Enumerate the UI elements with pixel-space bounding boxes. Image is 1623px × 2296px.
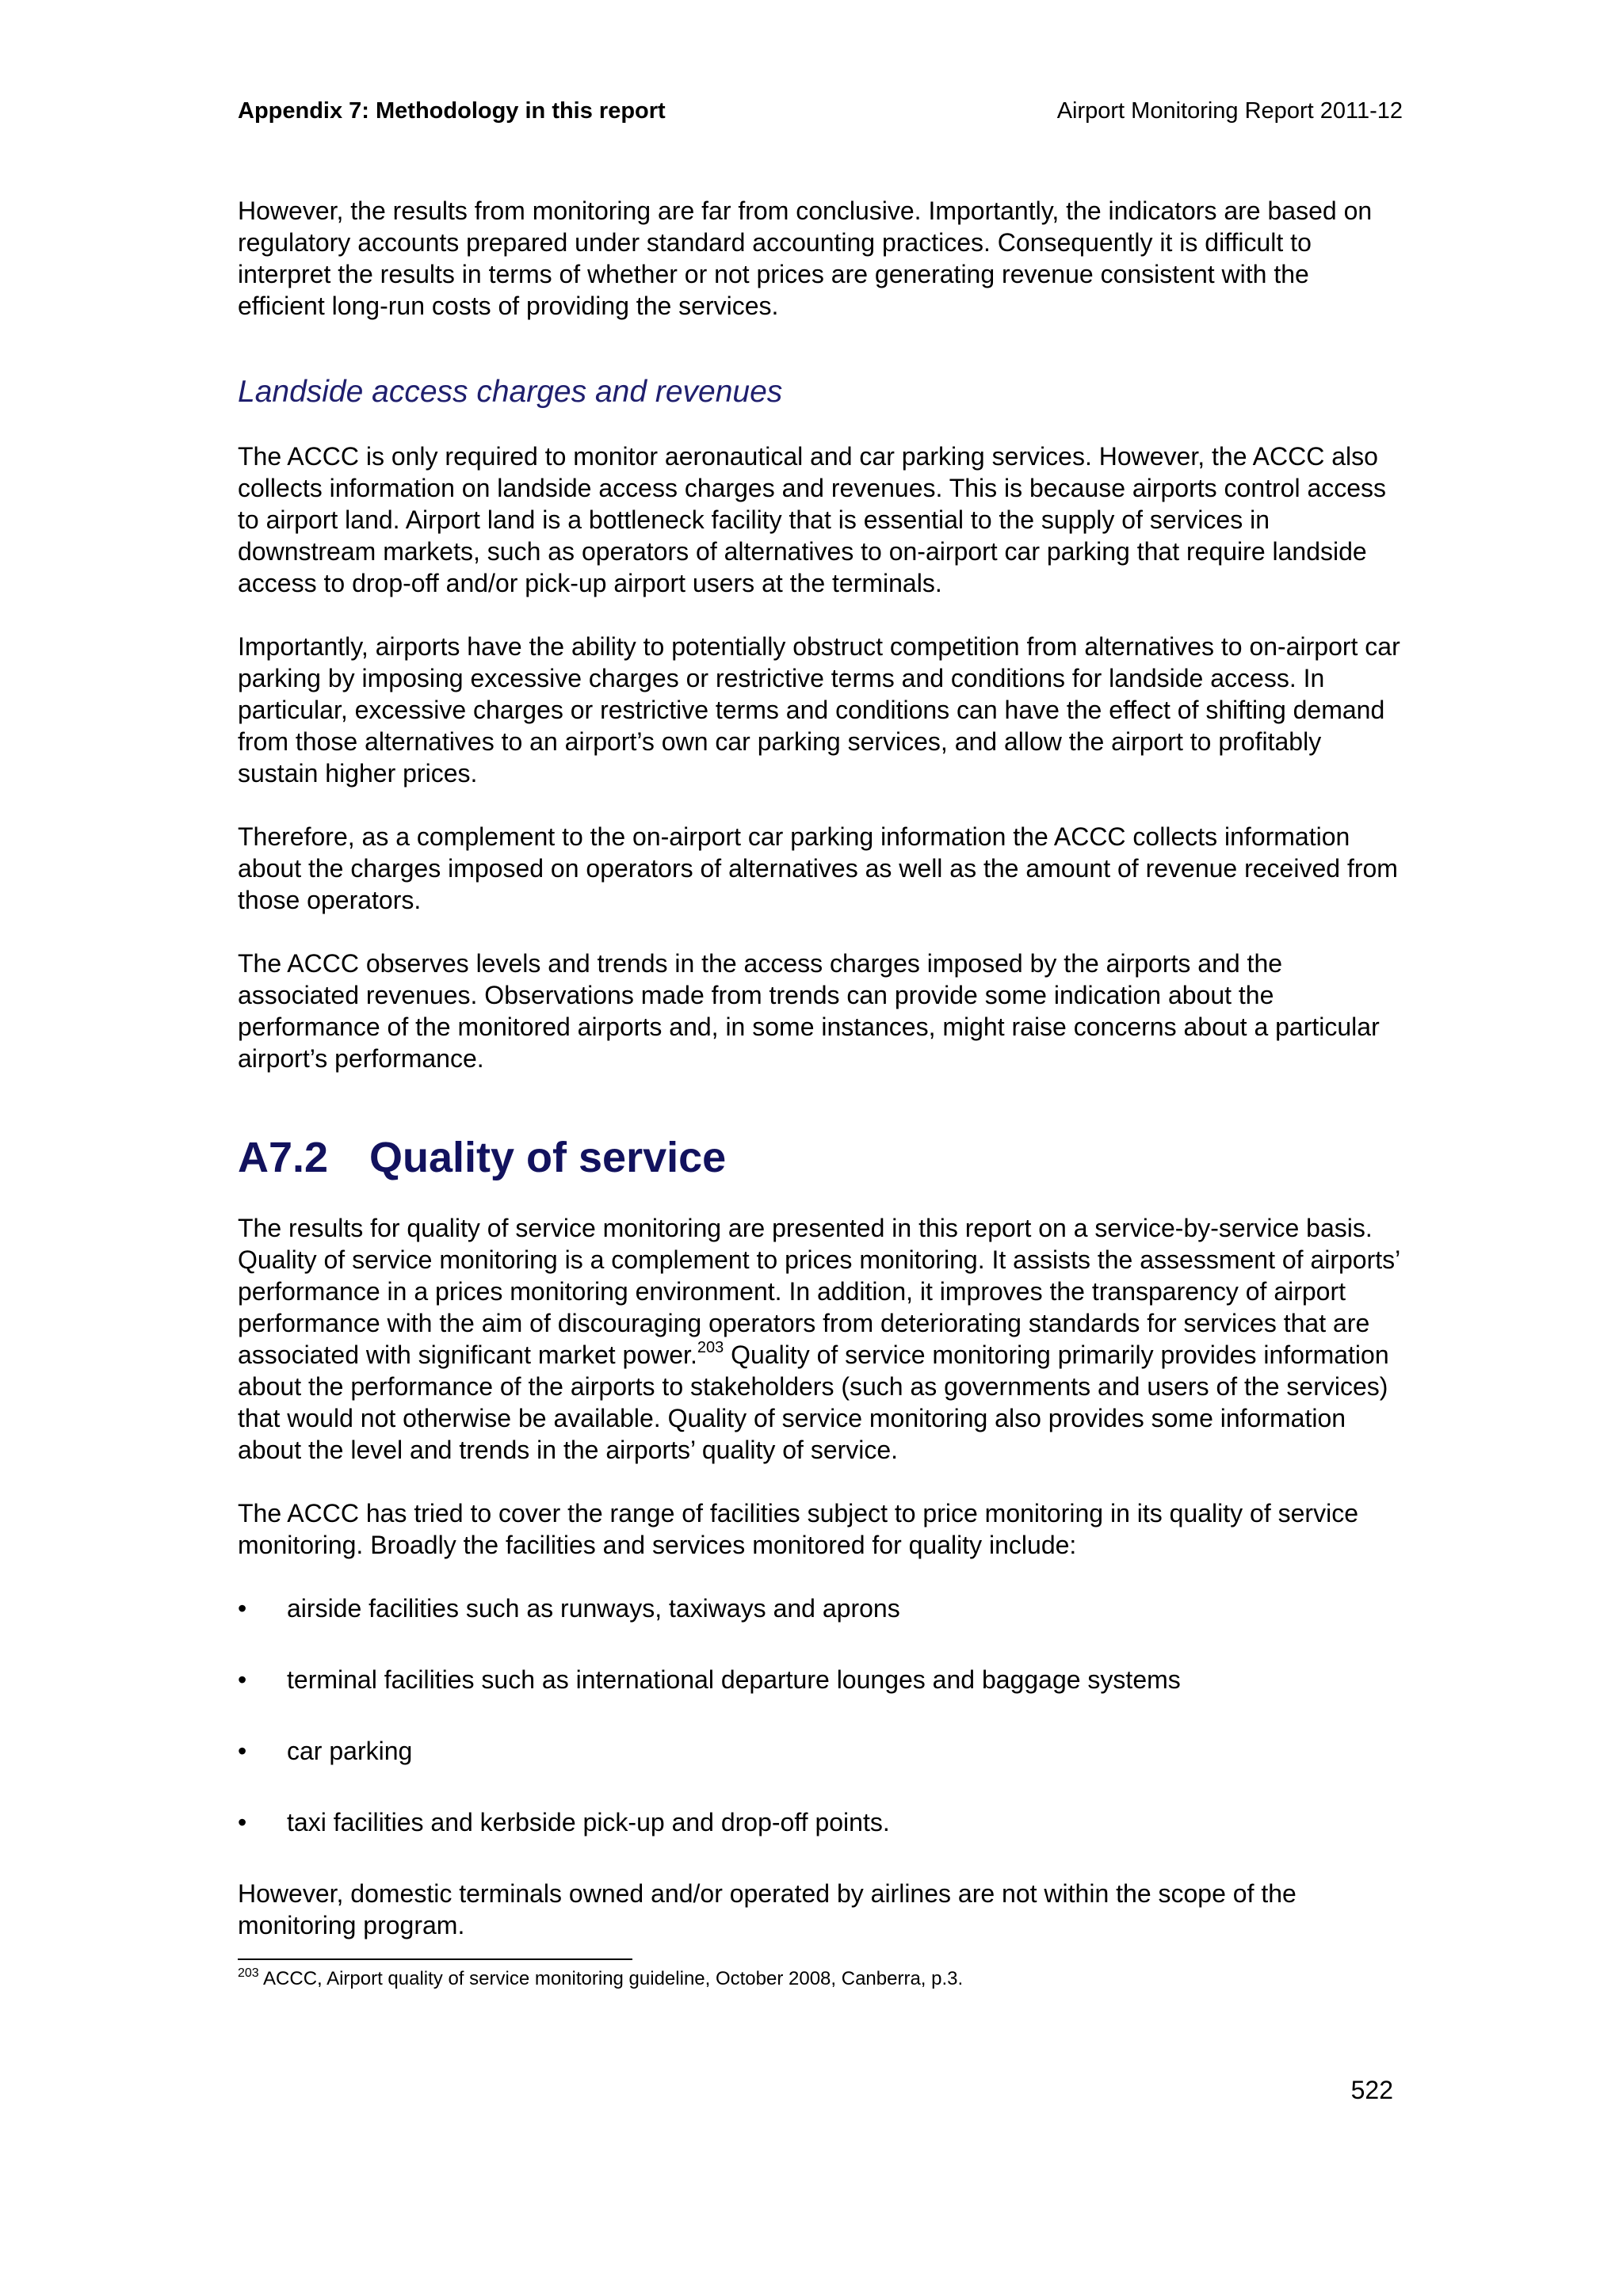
section-title: Quality of service (369, 1134, 727, 1181)
quality-paragraph-1 (238, 1212, 1403, 1466)
page-content (238, 195, 1403, 1992)
list-item-text: taxi facilities and kerbside pick-up and drop-off points. (287, 1808, 890, 1836)
bullet-icon: • (238, 1737, 247, 1765)
landside-paragraph-4: The ACCC observes levels and trends in the access charges imposed by the airports and the associated revenues. Observations made from trends can provide some indication about the performance of the monitored airports and, in some instances, might raise concerns about a particular airport’s performance. (238, 949, 1380, 1073)
footnote-divider (238, 1958, 632, 1960)
header-chapter-title: Appendix 7: Methodology in this report (238, 98, 666, 124)
footnote-number: 203 (238, 1966, 259, 1980)
section-number: A7.2 (238, 1134, 329, 1181)
page-number: 522 (1350, 2076, 1393, 2104)
section-heading (238, 1131, 1403, 1184)
footnote (238, 1966, 1403, 1992)
footnote-reference[interactable]: 203 (697, 1339, 724, 1356)
bullet-icon: • (238, 1665, 247, 1694)
facilities-list (238, 1592, 1403, 1838)
footnote-text: ACCC, Airport quality of service monitoring guideline, October 2008, Canberra, p.3. (258, 1968, 964, 1989)
page-header (238, 93, 1403, 128)
list-item-text: terminal facilities such as international departure lounges and baggage systems (287, 1665, 1181, 1694)
list-item-text: airside facilities such as runways, taxiways and aprons (287, 1594, 900, 1623)
bullet-icon: • (238, 1594, 247, 1623)
quality-paragraph-1-text-a: The results for quality of service monitoring are presented in this report on a service-by-service basis. Quality of service monitoring is a complement to prices monitoring. It assists the assessment of airports’ performance in a prices monitoring environment. In addition, it improves the transparency of airport performance with the aim of discouraging operators from deteriorating standards for services that are associated with significant market power. (238, 1214, 1400, 1369)
landside-paragraph-1: The ACCC is only required to monitor aeronautical and car parking services. However, the ACCC also collects information on landside access charges and revenues. This is because airports control access to airport land. Airport land is a bottleneck facility that is essential to the supply of services in downstream markets, such as operators of alternatives to on-airport car parking that require landside access to drop-off and/or pick-up airport users at the terminals. (238, 442, 1387, 597)
bullet-icon: • (238, 1808, 247, 1836)
intro-paragraph: However, the results from monitoring are far from conclusive. Importantly, the indicators are based on regulatory accounts prepared under standard accounting practices. Consequently it is difficult to interpret the results in terms of whether or not prices are generating revenue consistent with the efficient long-run costs of providing the services. (238, 196, 1373, 320)
list-item (238, 1664, 1403, 1695)
list-item (238, 1592, 1403, 1624)
landside-paragraph-3: Therefore, as a complement to the on-airport car parking information the ACCC collects information about the charges imposed on operators of alternatives as well as the amount of revenue received from those operators. (238, 822, 1398, 914)
landside-paragraph-2: Importantly, airports have the ability to potentially obstruct competition from alternatives to on-airport car parking by imposing excessive charges or restrictive terms and conditions for landside access. In particular, excessive charges or restrictive terms and conditions can have the effect of shifting demand from those alternatives to an airport’s own car parking services, and allow the airport to profitably sustain higher prices. (238, 632, 1400, 788)
list-item (238, 1806, 1403, 1838)
quality-paragraph-1-text-b: Quality of service monitoring primarily provides information about the performance of the airports to stakeholders (such as governments and users of the services) that would not otherwise be available. Quality of service monitoring also provides some information about the level and trends in the airports’ quality of service. (238, 1341, 1389, 1464)
quality-paragraph-3: However, domestic terminals owned and/or operated by airlines are not within the scope of the monitoring program. (238, 1879, 1296, 1939)
header-report-title: Airport Monitoring Report 2011-12 (1056, 98, 1403, 124)
list-item (238, 1735, 1403, 1767)
document-page (238, 0, 1403, 2296)
landside-subheading: Landside access charges and revenues (238, 375, 783, 409)
list-item-text: car parking (287, 1737, 413, 1765)
quality-paragraph-2: The ACCC has tried to cover the range of facilities subject to price monitoring in its quality of service monitoring. Broadly the facilities and services monitored for quality include: (238, 1499, 1358, 1559)
